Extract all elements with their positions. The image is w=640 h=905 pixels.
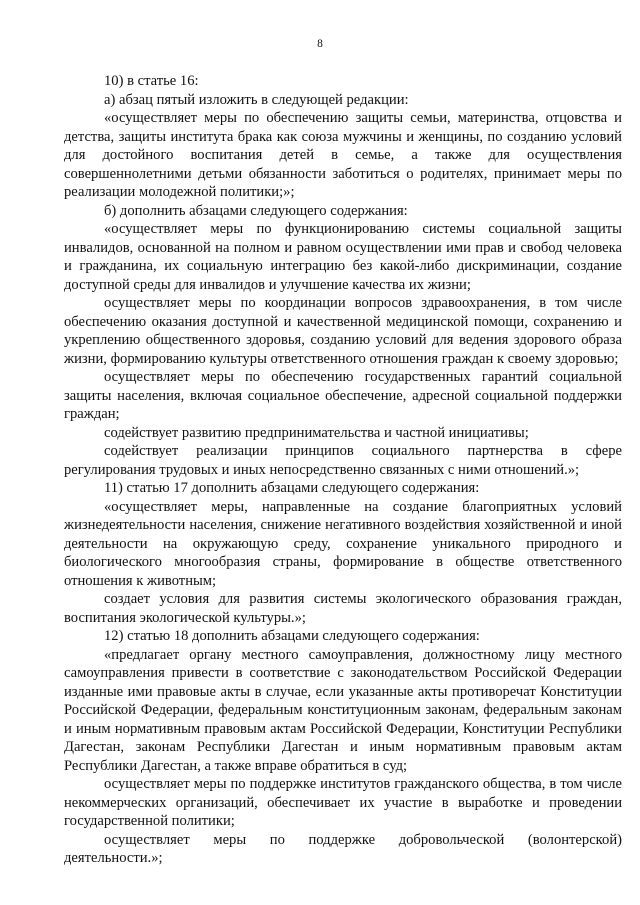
paragraph-healthcare: осуществляет меры по координации вопросов здравоохранения, в том числе обеспечению оказания доступной и качественной медицинской помощи, сохранению и укреплению общественного здоровья, созданию условий для ведения здорового образа жизни, формированию культуры ответственного отношения граждан к своему здоровью; bbox=[64, 295, 622, 367]
page-number: 8 bbox=[317, 38, 323, 50]
paragraph-volunteering: осуществляет меры по поддержке добровольческой (волонтерской) деятельности.»; bbox=[64, 831, 622, 866]
paragraph-subitem-a: а) абзац пятый изложить в следующей редакции: bbox=[104, 91, 409, 108]
paragraph-subitem-b: б) дополнить абзацами следующего содержания: bbox=[104, 202, 408, 219]
paragraph-social-partnership: содействует реализации принципов социального партнерства в сфере регулирования трудовых и иных непосредственно связанных с ними отношений.»; bbox=[64, 443, 622, 478]
document-body bbox=[64, 72, 622, 868]
paragraph-environment: «осуществляет меры, направленные на создание благоприятных условий жизнедеятельности населения, снижение негативного воздействия хозяйственной и иной деятельности на окружающую среду, сохранение уникального природного и биологического многообразия страны, формирование в обществе ответственного отношения к животным; bbox=[64, 498, 622, 589]
paragraph-entrepreneurship: содействует развитию предпринимательства и частной инициативы; bbox=[104, 424, 529, 441]
paragraph-local-government: «предлагает органу местного самоуправления, должностному лицу местного самоуправления привести в соответствие с законодательством Российской Федерации изданные ими правовые акты в случае, если указанные акты противоречат Конституции Российской Федерации, федеральным конституционным законам, федеральным законам и иным нормативным правовым актам Российской Федерации, Конституции Республики Дагестан, законам Республики Дагестан и иным нормативным правовым актам Республики Дагестан, а также вправе обратиться в суд; bbox=[64, 646, 622, 774]
paragraph-social-guarantees: осуществляет меры по обеспечению государственных гарантий социальной защиты населения, включая социальное обеспечение, адресной социальной поддержки граждан; bbox=[64, 369, 622, 422]
paragraph-family-protection: «осуществляет меры по обеспечению защиты семьи, материнства, отцовства и детства, защиты института брака как союза мужчины и женщины, по созданию условий для достойного воспитания детей в семье, а также для осуществления совершеннолетними детьми обязанности заботиться о родителях, принимает меры по реализации молодежной политики;»; bbox=[64, 110, 622, 200]
paragraph-item-12-heading: 12) статью 18 дополнить абзацами следующего содержания: bbox=[104, 628, 480, 644]
paragraph-civil-society: осуществляет меры по поддержке институтов гражданского общества, в том числе некоммерческих организаций, обеспечивает их участие в выработке и проведении государственной политики; bbox=[64, 776, 622, 829]
paragraph-ecological-education: создает условия для развития системы экологического образования граждан, воспитания экологической культуры.»; bbox=[64, 591, 622, 626]
paragraph-disability-protection: «осуществляет меры по функционированию системы социальной защиты инвалидов, основанной на полном и равном осуществлении ими прав и свобод человека и гражданина, их социальную интеграцию без какой-либо дискриминации, создание доступной среды для инвалидов и улучшение качества их жизни; bbox=[64, 221, 622, 293]
paragraph-item-11-heading: 11) статью 17 дополнить абзацами следующего содержания: bbox=[104, 480, 480, 496]
paragraph-item-10-heading: 10) в статье 16: bbox=[104, 73, 199, 89]
